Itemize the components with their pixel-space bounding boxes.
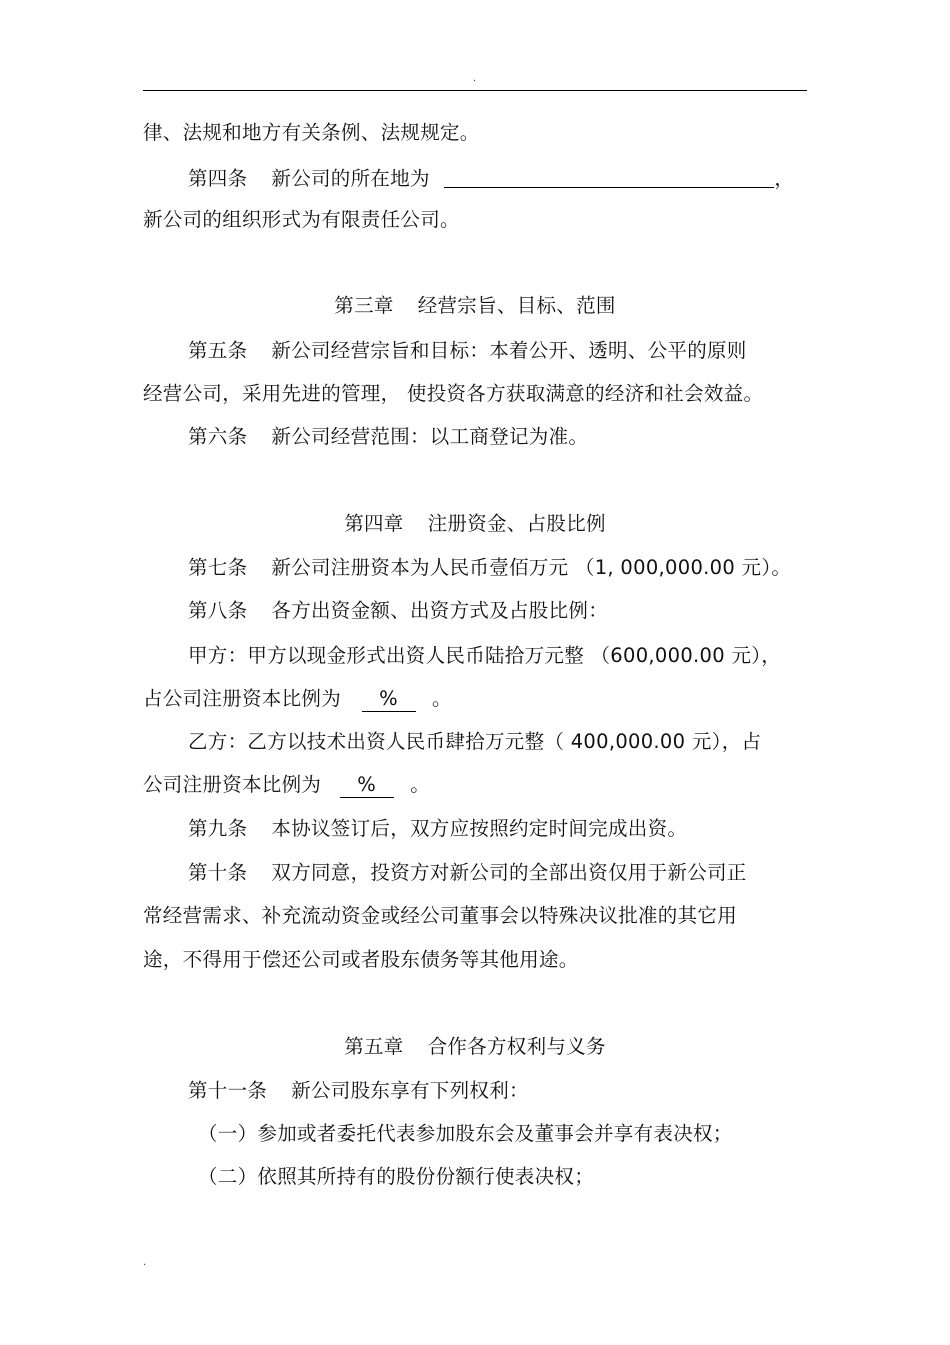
rights-item-1: （一）参加或者委托代表参加股东会及董事会并享有表决权； — [198, 1122, 733, 1145]
article-9 — [188, 817, 687, 841]
article-5 — [188, 339, 747, 363]
paragraph-line: 新公司的组织形式为有限责任公司。 — [143, 208, 460, 231]
paragraph-line: 常经营需求、补充流动资金或经公司董事会以特殊决议批准的其它用 — [143, 904, 738, 927]
article-4 — [188, 165, 794, 191]
article-label: 第六条 — [188, 425, 248, 448]
article-text: 新公司经营宗旨和目标：本着公开、透明、公平的原则 — [271, 339, 747, 362]
article-7 — [188, 556, 791, 580]
article-label: 第十条 — [188, 861, 248, 884]
party-b-contribution: 乙方：乙方以技术出资人民币肆拾万元整（ 400,000.00 元），占 — [188, 730, 762, 753]
article-label: 第四条 — [188, 167, 248, 190]
chapter-title: 合作各方权利与义务 — [427, 1035, 606, 1058]
paragraph-line: 律、法规和地方有关条例、法规规定。 — [143, 121, 480, 144]
article-text: 各方出资金额、出资方式及占股比例： — [271, 599, 609, 622]
article-label: 第十一条 — [188, 1079, 268, 1102]
punctuation: ， — [774, 167, 795, 190]
article-10 — [188, 861, 747, 885]
footer-dot: . — [143, 1257, 147, 1268]
punctuation: 。 — [432, 687, 452, 710]
party-a-ratio-field[interactable]: % — [362, 687, 416, 712]
chapter-title: 经营宗旨、目标、范围 — [417, 294, 616, 317]
article-text: 双方同意，投资方对新公司的全部出资仅用于新公司正 — [271, 861, 747, 884]
chapter-label: 第三章 — [334, 294, 394, 317]
chapter-title: 注册资金、占股比例 — [427, 512, 606, 535]
article-label: 第八条 — [188, 599, 248, 622]
chapter-3-heading — [0, 294, 950, 318]
article-8 — [188, 599, 608, 623]
article-text: 新公司股东享有下列权利： — [291, 1079, 529, 1102]
ratio-label: 公司注册资本比例为 — [143, 773, 322, 796]
article-text: 本协议签订后，双方应按照约定时间完成出资。 — [271, 817, 688, 840]
article-6 — [188, 425, 588, 449]
party-b-ratio-field[interactable]: % — [340, 773, 394, 798]
party-a-contribution: 甲方：甲方以现金形式出资人民币陆拾万元整 （600,000.00 元）， — [188, 644, 782, 667]
party-a-ratio — [143, 687, 452, 712]
article-label: 第五条 — [188, 339, 248, 362]
party-b-ratio — [143, 773, 430, 798]
header-rule — [143, 90, 807, 91]
chapter-label: 第五章 — [344, 1035, 404, 1058]
article-text: 新公司注册资本为人民币壹佰万元 （1, 000,000.00 元）。 — [271, 556, 792, 579]
chapter-label: 第四章 — [344, 512, 404, 535]
header-dot: . — [473, 73, 477, 84]
paragraph-line: 途，不得用于偿还公司或者股东债务等其他用途。 — [143, 948, 579, 971]
article-text: 新公司经营范围：以工商登记为准。 — [271, 425, 589, 448]
ratio-label: 占公司注册资本比例为 — [143, 687, 342, 710]
rights-item-2: （二）依照其所持有的股份份额行使表决权； — [198, 1165, 595, 1188]
article-11 — [188, 1079, 529, 1103]
location-blank-field[interactable] — [444, 165, 774, 188]
article-text: 新公司的所在地为 — [271, 167, 430, 190]
article-label: 第九条 — [188, 817, 248, 840]
paragraph-line: 经营公司，采用先进的管理， 使投资各方获取满意的经济和社会效益。 — [143, 382, 764, 405]
chapter-4-heading — [0, 512, 950, 536]
punctuation: 。 — [410, 773, 431, 796]
article-label: 第七条 — [188, 556, 248, 579]
chapter-5-heading — [0, 1035, 950, 1059]
